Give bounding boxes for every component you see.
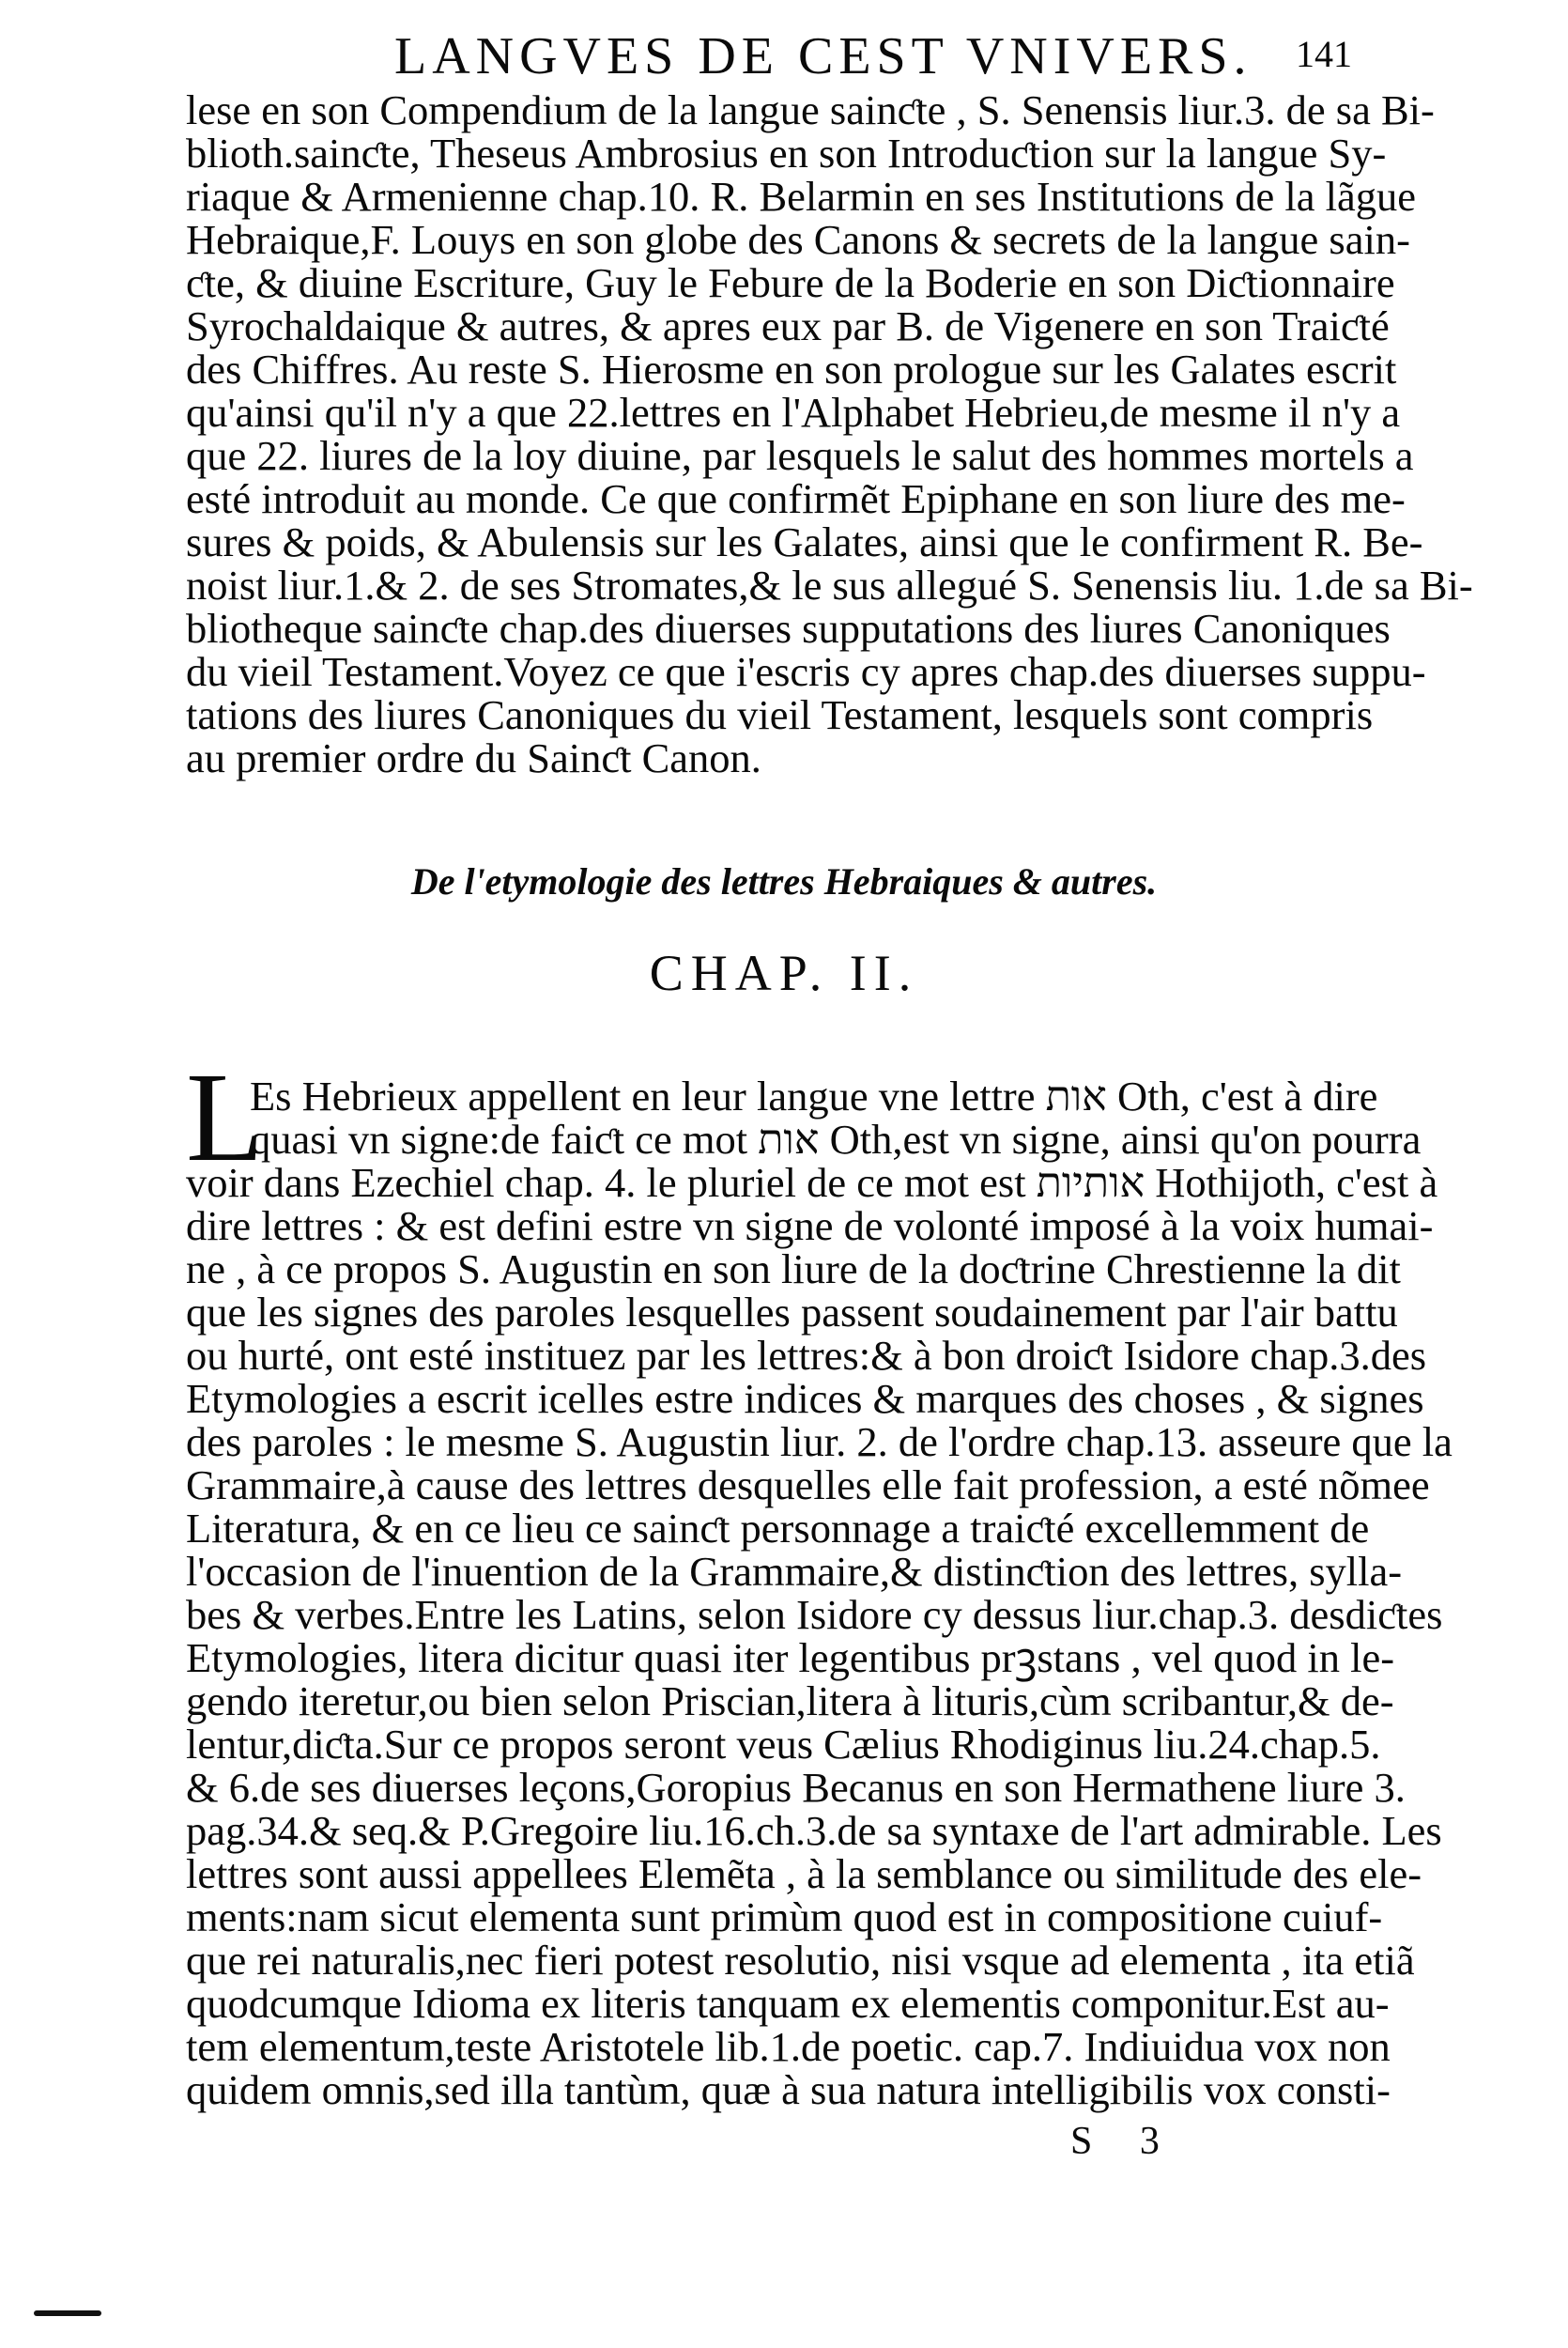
signature-mark: S 3 bbox=[1070, 2120, 1178, 2163]
text-line: que rei naturalis,nec fieri potest resolutio, nisi vsque ad elementa , ita etiã bbox=[186, 1937, 1415, 1984]
paragraph-two bbox=[186, 1073, 1453, 2113]
text-line: bliotheque sainƈte chap.des diuerses supputations des liures Canoniques bbox=[186, 605, 1391, 652]
text-line: ou hurté, ont esté instituez par les lettres:& à bon droiƈt Isidore chap.3.des bbox=[186, 1332, 1427, 1379]
text-line: quidem omnis,sed illa tantùm, quæ à sua natura intelligibilis vox consti- bbox=[186, 2066, 1391, 2113]
text-line: des paroles : le mesme S. Augustin liur. 2. de l'ordre chap.13. asseure que la bbox=[186, 1418, 1453, 1465]
text-line: voir dans Ezechiel chap. 4. le pluriel de ce mot est אותיות Hothijoth, c'est à bbox=[186, 1159, 1438, 1206]
text-line: qu'ainsi qu'il n'y a que 22.lettres en l'Alphabet Hebrieu,de mesme il n'y a bbox=[186, 389, 1401, 436]
text-line: pag.34.& seq.& P.Gregoire liu.16.ch.3.de sa syntaxe de l'art admirable. Les bbox=[186, 1807, 1442, 1854]
text-line: lettres sont aussi appellees Elemẽta , à la semblance ou similitude des ele- bbox=[186, 1850, 1422, 1897]
drop-cap: L bbox=[186, 1047, 265, 1188]
chapter-heading: CHAP. II. bbox=[649, 945, 919, 1001]
margin-ink-mark bbox=[34, 2310, 101, 2316]
text-line: l'occasion de l'inuention de la Grammaire,& distinƈtion des lettres, sylla- bbox=[186, 1548, 1403, 1595]
text-line: & 6.de ses diuerses leçons,Goropius Becanus en son Hermathene liure 3. bbox=[186, 1764, 1406, 1811]
text-line: Hebraique,F. Louys en son globe des Canons & secrets de la langue sain- bbox=[186, 216, 1410, 263]
text-line: que 22. liures de la loy diuine, par lesquels le salut des hommes mortels a bbox=[186, 432, 1414, 479]
text-line: ƈte, & diuine Escriture, Guy le Febure de la Boderie en son Diƈtionnaire bbox=[186, 259, 1395, 306]
text-line: que les signes des paroles lesquelles passent soudainement par l'air battu bbox=[186, 1289, 1398, 1336]
text-line: Etymologies a escrit icelles estre indices & marques des choses , & signes bbox=[186, 1375, 1424, 1422]
text-line: Etymologies, litera dicitur quasi iter legentibus prꝫstans , vel quod in le- bbox=[186, 1634, 1395, 1681]
text-line: du vieil Testament.Voyez ce que i'escris cy apres chap.des diuerses suppu- bbox=[186, 648, 1426, 695]
text-line: lentur,diƈta.Sur ce propos seront veus Cælius Rhodiginus liu.24.chap.5. bbox=[186, 1721, 1381, 1768]
text-line: lese en son Compendium de la langue sainƈte , S. Senensis liur.3. de sa Bi- bbox=[186, 86, 1435, 133]
text-line: blioth.sainƈte, Theseus Ambrosius en son Introduƈtion sur la langue Sy- bbox=[186, 130, 1387, 177]
text-line: noist liur.1.& 2. de ses Stromates,& le sus allegué S. Senensis liu. 1.de sa Bi- bbox=[186, 562, 1473, 609]
text-line: Syrochaldaique & autres, & apres eux par B. de Vigenere en son Traiƈté bbox=[186, 302, 1390, 349]
text-line: tations des liures Canoniques du vieil Testament, lesquels sont compris bbox=[186, 691, 1374, 738]
text-line: quasi vn signe:de faiƈt ce mot אות Oth,est vn signe, ainsi qu'on pourra bbox=[250, 1116, 1422, 1163]
paragraph-one bbox=[186, 86, 1473, 781]
text-line: riaque & Armenienne chap.10. R. Belarmin en ses Institutions de la lãgue bbox=[186, 173, 1416, 220]
section-subheading: De l'etymologie des lettres Hebraiques & autres. bbox=[410, 860, 1158, 903]
text-line: sures & poids, & Abulensis sur les Galates, ainsi que le confirment R. Be- bbox=[186, 518, 1423, 565]
text-line: tem elementum,teste Aristotele lib.1.de poetic. cap.7. Indiuidua vox non bbox=[186, 2023, 1391, 2070]
page-number: 141 bbox=[1296, 33, 1352, 75]
text-line: dire lettres : & est defini estre vn signe de volonté imposé à la voix humai- bbox=[186, 1202, 1434, 1249]
page-header bbox=[394, 26, 1352, 92]
running-head: LANGVES DE CEST VNIVERS. bbox=[394, 27, 1253, 85]
text-line: au premier ordre du Sainƈt Canon. bbox=[186, 734, 761, 781]
text-line: gendo iteretur,ou bien selon Priscian,litera à lituris,cùm scribantur,& de- bbox=[186, 1677, 1394, 1724]
text-line: bes & verbes.Entre les Latins, selon Isidore cy dessus liur.chap.3. desdiƈtes bbox=[186, 1591, 1443, 1638]
text-line: Es Hebrieux appellent en leur langue vne lettre אות Oth, c'est à dire bbox=[250, 1073, 1378, 1120]
text-line: Literatura, & en ce lieu ce sainƈt personnage a traiƈté excellemment de bbox=[186, 1505, 1370, 1552]
text-line: ments:nam sicut elementa sunt primùm quod est in compositione cuiuf- bbox=[186, 1893, 1383, 1940]
text-line: Grammaire,à cause des lettres desquelles elle fait profession, a esté nõmee bbox=[186, 1461, 1430, 1508]
text-line: des Chiffres. Au reste S. Hierosme en son prologue sur les Galates escrit bbox=[186, 346, 1397, 393]
text-line: ne , à ce propos S. Augustin en son liure de la doƈtrine Chrestienne la dit bbox=[186, 1245, 1401, 1292]
text-line: esté introduit au monde. Ce que confirmẽt Epiphane en son liure des me- bbox=[186, 475, 1406, 522]
text-line: quodcumque Idioma ex literis tanquam ex elementis componitur.Est au- bbox=[186, 1980, 1390, 2027]
